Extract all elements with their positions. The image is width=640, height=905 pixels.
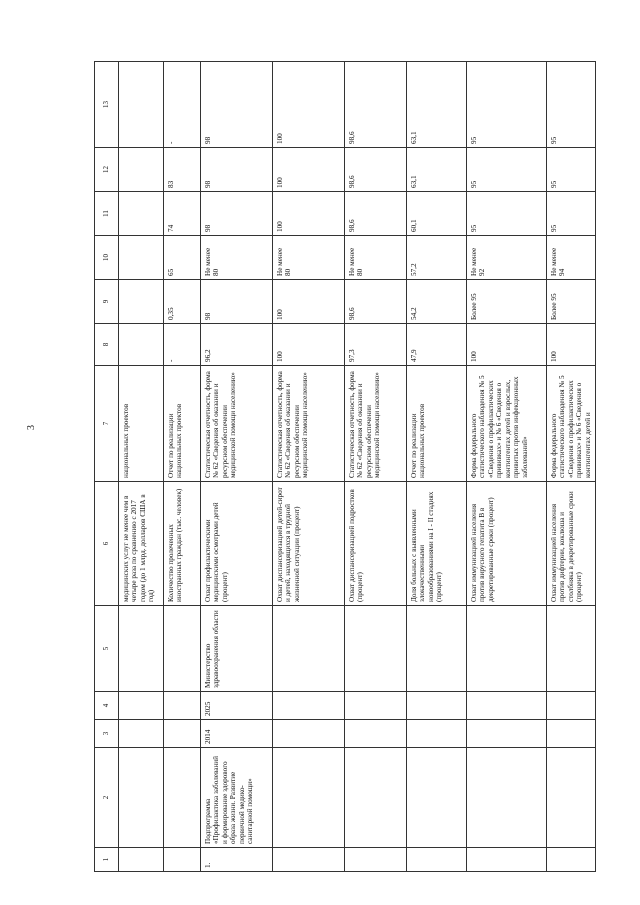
table-cell <box>467 692 547 720</box>
table-cell <box>467 606 547 692</box>
table-cell: 98 <box>201 62 273 148</box>
table-cell: 95 <box>467 192 547 236</box>
table-cell: 95 <box>547 192 596 236</box>
table-cell: 63,1 <box>407 148 467 192</box>
table-cell: Отчет по реализации национальных проектов <box>407 366 467 482</box>
table-cell: Охват иммунизацией населения против дифтерии, коклюша и столбняка в декретированные сроки (процент) <box>547 482 596 606</box>
table-cell <box>467 848 547 872</box>
table-cell <box>119 62 164 148</box>
table-cell <box>119 848 164 872</box>
table-cell: 98,6 <box>345 62 407 148</box>
table-cell: 83 <box>164 148 201 192</box>
table-cell: Более 95 <box>467 280 547 324</box>
table-cell: - <box>164 324 201 366</box>
table-cell: 98 <box>201 192 273 236</box>
table-cell: национальных проектов <box>119 366 164 482</box>
table-cell <box>467 720 547 748</box>
table-cell <box>164 848 201 872</box>
header-cell: 2 <box>95 748 119 848</box>
table-cell: 98 <box>201 148 273 192</box>
table-cell: 65 <box>164 236 201 280</box>
table-cell: 97,3 <box>345 324 407 366</box>
header-cell: 6 <box>95 482 119 606</box>
table-cell <box>119 748 164 848</box>
table-cell <box>119 720 164 748</box>
table-cell <box>407 720 467 748</box>
table-cell: 57,2 <box>407 236 467 280</box>
table-row <box>273 62 345 872</box>
table-cell <box>164 720 201 748</box>
table-cell <box>547 848 596 872</box>
table-cell <box>547 748 596 848</box>
header-cell: 9 <box>95 280 119 324</box>
header-cell: 5 <box>95 606 119 692</box>
table-cell: 54,2 <box>407 280 467 324</box>
table-cell <box>407 606 467 692</box>
table-cell <box>164 748 201 848</box>
table-cell: Количество пролеченных иностранных граждан (тыс. человек) <box>164 482 201 606</box>
table-cell: Не менее 94 <box>547 236 596 280</box>
table-cell: Статистическая отчетность, форма № 62 «Сведения об оказании и ресурсном обеспечении медицинской помощи населению» <box>345 366 407 482</box>
table-cell <box>407 748 467 848</box>
table-cell: 2014 <box>201 720 273 748</box>
table-cell: Охват диспансеризацией подростков (процент) <box>345 482 407 606</box>
table-cell <box>273 720 345 748</box>
table-cell: 74 <box>164 192 201 236</box>
table-row <box>467 62 547 872</box>
table-cell: Министерство здравоохранения области <box>201 606 273 692</box>
table-row <box>345 62 407 872</box>
table-row <box>164 62 201 872</box>
table-cell: 100 <box>273 192 345 236</box>
table-cell: Форма федерального статистического наблюдения № 5 «Сведения о профилактических прививках» и № 6 «Сведения о контингентах детей и взрослых, привитых против инфекционных заболеваний» <box>467 366 547 482</box>
table-cell: Не менее 80 <box>201 236 273 280</box>
table-cell: 100 <box>547 324 596 366</box>
header-cell: 8 <box>95 324 119 366</box>
table-cell <box>273 848 345 872</box>
table-cell: - <box>164 62 201 148</box>
table-cell: 100 <box>273 280 345 324</box>
table-cell <box>345 692 407 720</box>
table-row <box>201 62 273 872</box>
table-cell <box>345 848 407 872</box>
header-cell: 11 <box>95 192 119 236</box>
table-cell <box>119 324 164 366</box>
rotated-table-container <box>94 62 591 872</box>
table-cell: 0,35 <box>164 280 201 324</box>
table-cell <box>119 236 164 280</box>
header-cell: 7 <box>95 366 119 482</box>
table-cell <box>119 606 164 692</box>
table-cell <box>164 606 201 692</box>
table-cell: 96,2 <box>201 324 273 366</box>
table-cell: 2025 <box>201 692 273 720</box>
table-cell <box>345 748 407 848</box>
table-cell: 95 <box>467 62 547 148</box>
table-cell: Не менее 80 <box>345 236 407 280</box>
table-cell <box>273 692 345 720</box>
table-cell: Отчет по реализации национальных проектов <box>164 366 201 482</box>
table-cell: Охват диспансеризацией детей-сирот и детей, находящихся в трудной жизненной ситуации (процент) <box>273 482 345 606</box>
table-cell: Охват профилактическими медицинскими осмотрами детей (процент) <box>201 482 273 606</box>
table-cell <box>407 848 467 872</box>
table-cell: Статистическая отчетность, форма № 62 «Сведения об оказании и ресурсном обеспечении медицинской помощи населению» <box>201 366 273 482</box>
header-cell: 4 <box>95 692 119 720</box>
table-cell <box>407 692 467 720</box>
table-cell <box>164 692 201 720</box>
table-cell: 98,6 <box>345 280 407 324</box>
table-cell: Доля больных с выявленными злокачественными новообразованиями на I - II стадиях (процент) <box>407 482 467 606</box>
table-cell <box>345 606 407 692</box>
table-cell: Не менее 80 <box>273 236 345 280</box>
table-cell <box>119 148 164 192</box>
table-cell: 98,6 <box>345 192 407 236</box>
header-cell: 1 <box>95 848 119 872</box>
table-cell: 47,9 <box>407 324 467 366</box>
table-cell <box>345 720 407 748</box>
table-row <box>407 62 467 872</box>
table-cell: 1. <box>201 848 273 872</box>
header-cell: 13 <box>95 62 119 148</box>
table-cell <box>547 720 596 748</box>
table-cell <box>119 280 164 324</box>
table-cell <box>273 606 345 692</box>
table-cell: Форма федерального статистического наблюдения № 5 «Сведения о профилактических прививках» и № 6 «Сведения о контингентах детей и <box>547 366 596 482</box>
table-cell: Охват иммунизацией населения против вирусного гепатита В в декретированные сроки (процент) <box>467 482 547 606</box>
table-cell: 100 <box>467 324 547 366</box>
table-cell: 60,1 <box>407 192 467 236</box>
page-number: 3 <box>26 425 37 430</box>
header-cell: 12 <box>95 148 119 192</box>
table-cell: 98 <box>201 280 273 324</box>
header-row <box>95 62 119 872</box>
table-row <box>547 62 596 872</box>
indicator-table <box>94 61 596 872</box>
table-cell: 98,6 <box>345 148 407 192</box>
table-cell: 95 <box>547 62 596 148</box>
table-cell <box>547 606 596 692</box>
table-cell: 100 <box>273 324 345 366</box>
table-cell <box>547 692 596 720</box>
table-cell: Статистическая отчетность, форма № 62 «Сведения об оказании и ресурсном обеспечении медицинской помощи населению» <box>273 366 345 482</box>
table-cell: 95 <box>547 148 596 192</box>
table-cell <box>119 192 164 236</box>
table-cell: 100 <box>273 148 345 192</box>
table-cell: Подпрограмма «Профилактика заболеваний и формирование здорового образа жизни. Развитие первичной медико-санитарной помощи» <box>201 748 273 848</box>
table-cell: Не менее 92 <box>467 236 547 280</box>
table-row <box>119 62 164 872</box>
table-cell: Более 95 <box>547 280 596 324</box>
table-cell: 100 <box>273 62 345 148</box>
header-cell: 10 <box>95 236 119 280</box>
table-cell <box>119 692 164 720</box>
table-cell: медицинских услуг не менее чем в четыре раза по сравнению с 2017 годом (до 1 млрд. долларов США в год) <box>119 482 164 606</box>
table-cell: 63,1 <box>407 62 467 148</box>
table-cell <box>273 748 345 848</box>
table-cell: 95 <box>467 148 547 192</box>
header-cell: 3 <box>95 720 119 748</box>
table-cell <box>467 748 547 848</box>
